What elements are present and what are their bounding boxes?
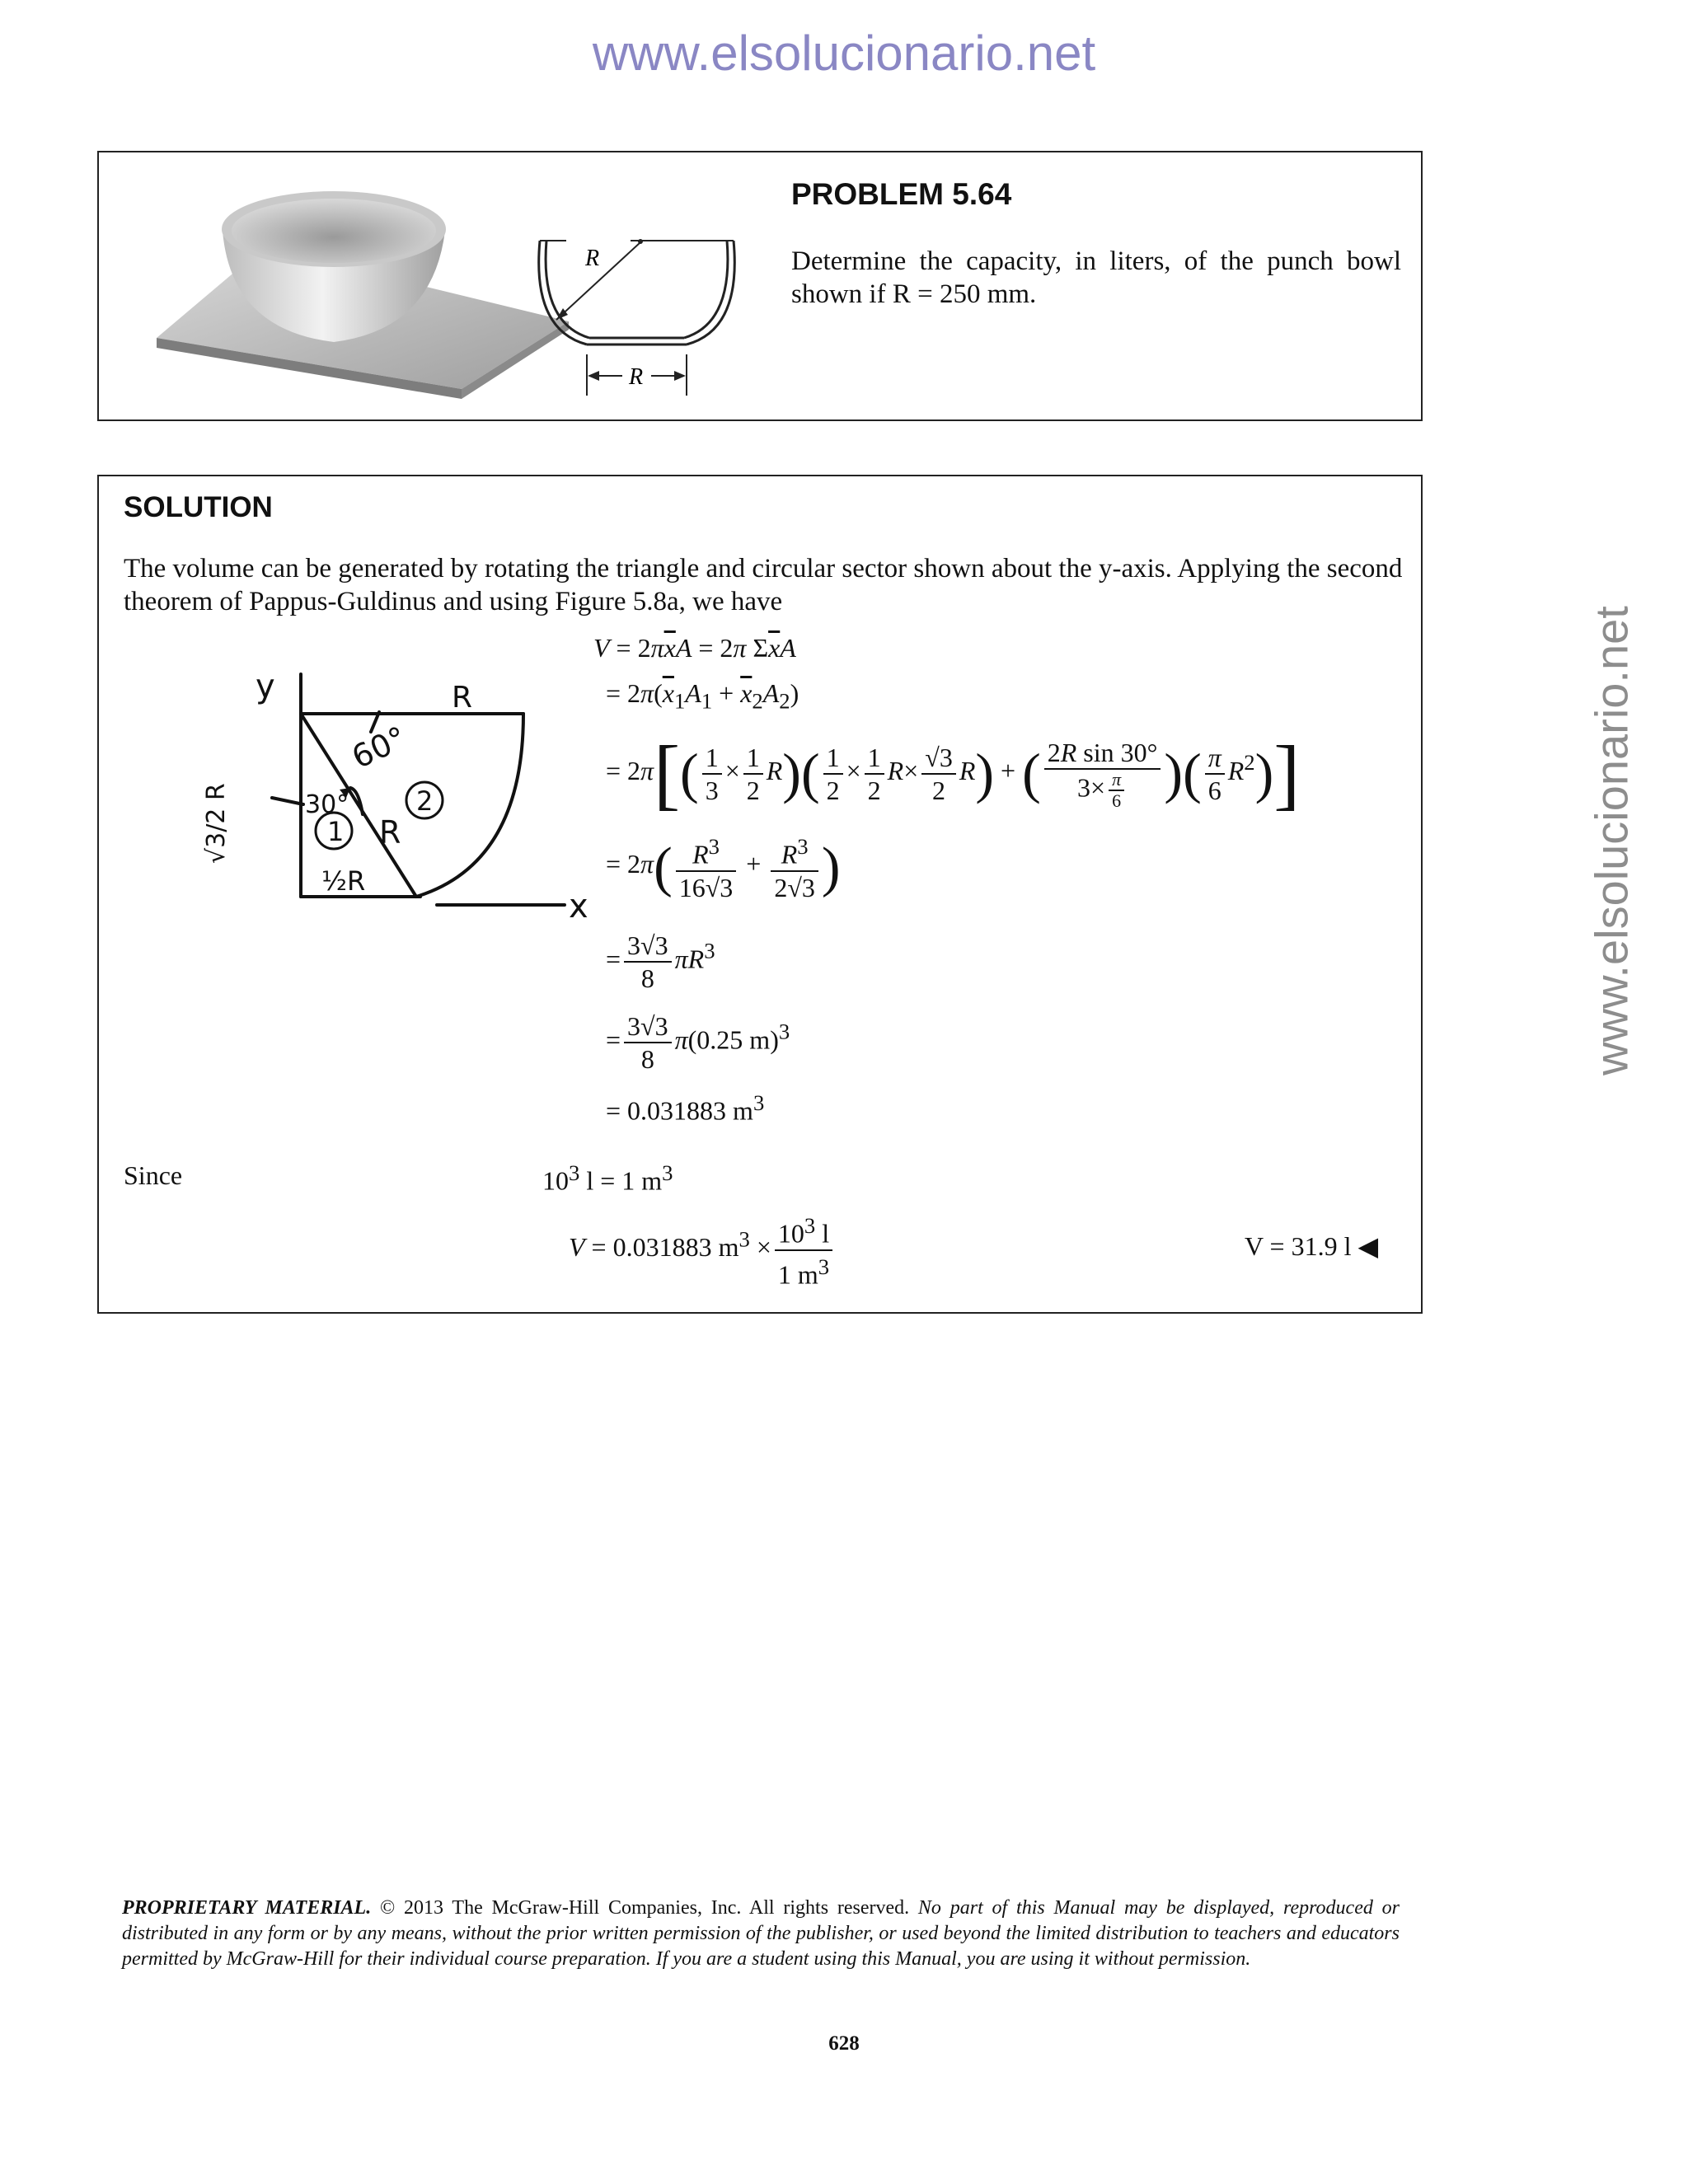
footer-italic: No part of this Manual may be displayed, reproduced or distributed in any form or by any means, without the prior written permission of the publisher, or used beyond the limited distribution to teachers and educators permitted by McGraw-Hill for their individual course preparation. If you are a student using this Manual, you are using it without permission. bbox=[122, 1897, 1400, 1970]
since-label: Since bbox=[124, 1160, 183, 1190]
equation-line-4: = 2π( $\frac{R^3}{16√3}$ + $\frac{R^3}{2√3}$ ) bbox=[606, 831, 841, 903]
region-1-label: 1 bbox=[327, 816, 345, 847]
answer-marker-icon: ◀ bbox=[1357, 1231, 1379, 1261]
final-answer-text: V = 31.9 l bbox=[1245, 1231, 1352, 1261]
copyright-footer bbox=[122, 1896, 1400, 1972]
punch-bowl-3d-figure bbox=[148, 173, 577, 412]
solution-box bbox=[97, 475, 1423, 1314]
footer-plain: © 2013 The McGraw-Hill Companies, Inc. All rights reserved. bbox=[371, 1897, 910, 1919]
page-number: 628 bbox=[828, 2032, 860, 2055]
region-2-label: 2 bbox=[416, 785, 434, 817]
equation-line-2: = $2\pi(\overline{x}_1A_1 + \overline{x}_2A_2)$ bbox=[606, 678, 799, 714]
footer-bold-lead: PROPRIETARY MATERIAL. bbox=[122, 1897, 372, 1919]
equation-line-5: = $\frac{3√3}{8}$ $\pi R^3$ bbox=[606, 930, 715, 993]
final-calculation: V = 0.031883 $m^3$ × $\frac{10^3 l}{1 m^3}$ bbox=[569, 1210, 836, 1290]
angle-30-label: 30° bbox=[305, 790, 349, 819]
x-axis-label: x bbox=[569, 888, 588, 926]
diagonal-R-label: R bbox=[379, 814, 401, 851]
solution-intro: The volume can be generated by rotating the triangle and circular sector shown about the y-axis. Applying the second theorem of Pappus-Guldinus and using Figure 5.8a, we have bbox=[124, 554, 1403, 616]
equation-line-3: = 2π[( $\frac{1}{3}$ × $\frac{1}{2}$ R)( $\frac{1}{2}$ × $\frac{1}{2}$ R× $\frac{√3}{2}$ R) + ( 2R sin 30° 3× $\frac{\pi}{6}$ )( $\frac{\pi}{6}$ $R^2$)] bbox=[606, 729, 1301, 818]
watermark-side-text: www.elsolucionario.net bbox=[1585, 606, 1638, 1076]
solution-heading: SOLUTION bbox=[124, 491, 273, 523]
hand-sketch-diagram bbox=[148, 666, 610, 963]
half-R-label: ½R bbox=[321, 865, 366, 897]
angle-60-label: 60° bbox=[346, 719, 412, 776]
top-R-label: R bbox=[452, 681, 473, 715]
sqrt3-over-2-R-label: √3/2 R bbox=[202, 783, 231, 864]
y-axis-label: y bbox=[256, 668, 275, 705]
equation-line-7: = 0.031883 $m^3$ bbox=[606, 1090, 765, 1126]
equation-line-6: = $\frac{3√3}{8}$ π(0.25 m)$^3$ bbox=[606, 1011, 790, 1074]
base-width-label: R bbox=[629, 364, 644, 390]
problem-statement: Determine the capacity, in liters, of the punch bowl shown if R = 250 mm. bbox=[791, 246, 1401, 309]
problem-title: PROBLEM 5.64 bbox=[791, 177, 1012, 211]
watermark-top: www.elsolucionario.net bbox=[592, 26, 1096, 81]
equation-line-1: $V = 2\pi\overline{x}A = 2\pi$ $\Sigma\overline{x}A$ bbox=[593, 633, 796, 663]
final-answer bbox=[1245, 1230, 1378, 1262]
problem-box bbox=[97, 151, 1423, 421]
radius-label: R bbox=[585, 246, 600, 271]
unit-conversion: $10^3$ l = 1 $m^3$ bbox=[542, 1160, 673, 1196]
